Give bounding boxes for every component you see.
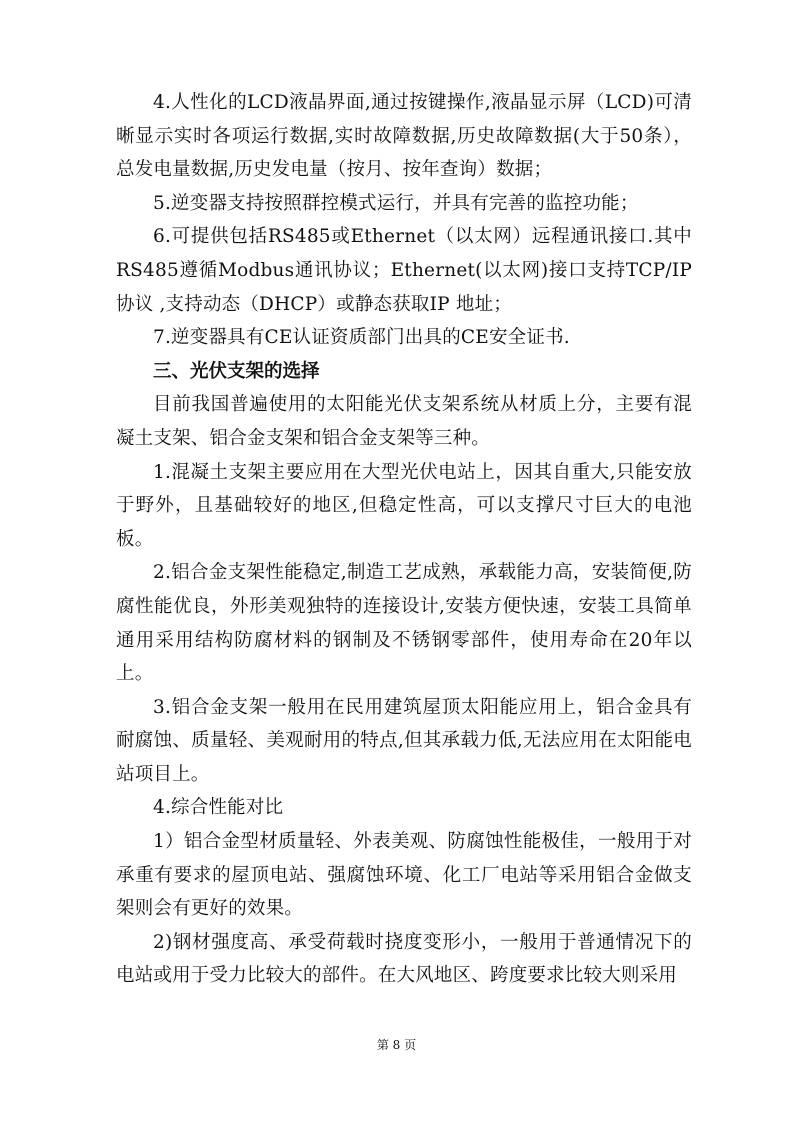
paragraph-ce-certificate: 7.逆变器具有CE认证资质部门出具的CE安全证书.: [153, 327, 570, 349]
page-body: [116, 86, 692, 993]
paragraph-communication-interface: 6.可提供包括RS485或Ethernet（以太网）远程通讯接口.其中RS485遵循Modbus通讯协议；Ethernet(以太网)接口支持TCP/IP协议 ,支持动态（DHCP）或静态获取IP 地址；: [116, 226, 692, 315]
page-number: 第 8 页: [376, 1038, 417, 1052]
paragraph-alloy-bracket-2: 3.铝合金支架一般用在民用建筑屋顶太阳能应用上，铝合金具有耐腐蚀、质量轻、美观耐用的特点,但其承载力低,无法应用在太阳能电站项目上。: [116, 696, 692, 785]
paragraph-comparison-title: 4.综合性能对比: [153, 797, 284, 819]
paragraph-alloy-bracket-1: 2.铝合金支架性能稳定,制造工艺成熟，承载能力高，安装简便,防腐性能优良，外形美观独特的连接设计,安装方便快速，安装工具简单通用采用结构防腐材料的钢制及不锈钢零部件，使用寿命在20年以上。: [116, 562, 692, 685]
paragraph-lcd-interface: 4.人性化的LCD液晶界面,通过按键操作,液晶显示屏（LCD)可清晰显示实时各项运行数据,实时故障数据,历史故障数据(大于50条），总发电量数据,历史发电量（按月、按年查询）数据；: [116, 92, 692, 181]
section-heading: 三、光伏支架的选择: [153, 360, 320, 382]
paragraph-group-control: 5.逆变器支持按照群控模式运行，并具有完善的监控功能；: [153, 192, 639, 214]
paragraph-bracket-intro: 目前我国普遍使用的太阳能光伏支架系统从材质上分，主要有混凝土支架、铝合金支架和铝合金支架等三种。: [116, 394, 692, 449]
paragraph-comparison-2: 2)钢材强度高、承受荷载时挠度变形小，一般用于普通情况下的电站或用于受力比较大的部件。在大风地区、跨度要求比较大则采用: [116, 931, 692, 987]
paragraph-comparison-1: 1）铝合金型材质量轻、外表美观、防腐蚀性能极佳，一般用于对承重有要求的屋顶电站、强腐蚀环境、化工厂电站等采用铝合金做支架则会有更好的效果。: [116, 831, 692, 920]
paragraph-concrete-bracket: 1.混凝土支架主要应用在大型光伏电站上，因其自重大,只能安放于野外，且基础较好的地区,但稳定性高，可以支撑尺寸巨大的电池板。: [116, 461, 692, 550]
